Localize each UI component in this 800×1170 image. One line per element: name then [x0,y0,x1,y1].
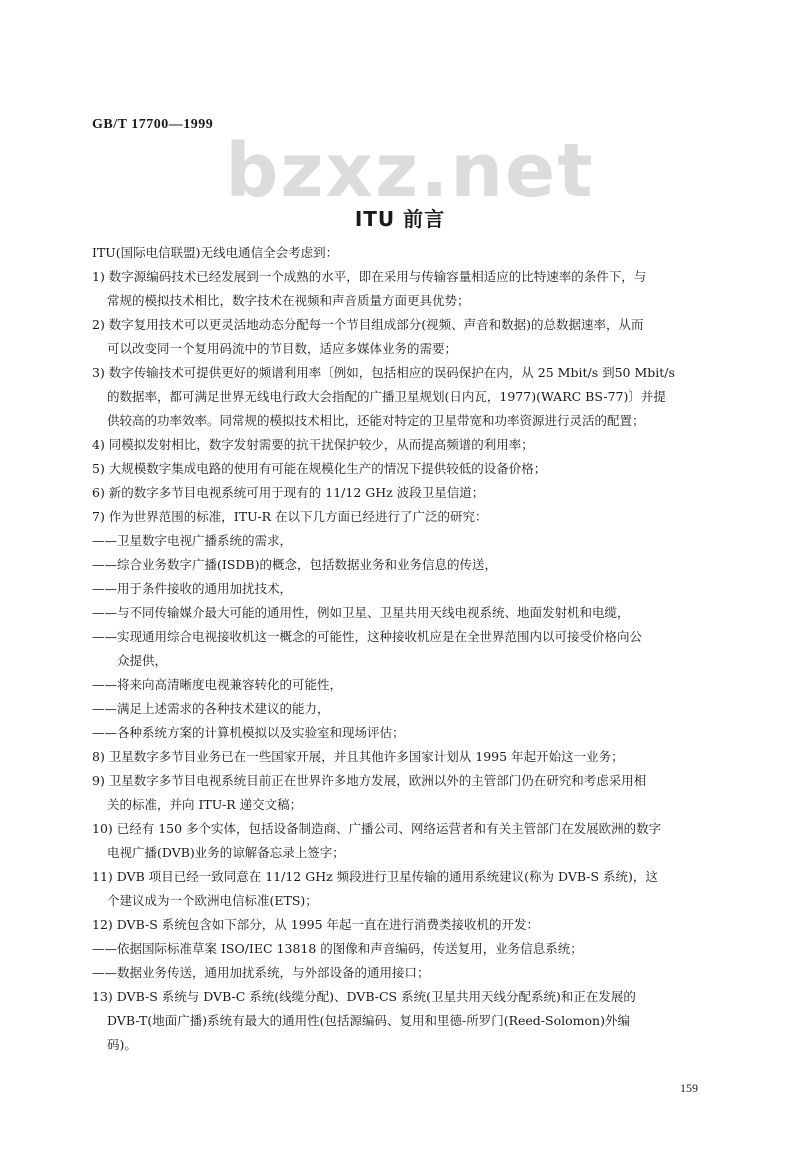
dash-item: ——各种系统方案的计算机模拟以及实验室和现场评估； [92,725,405,740]
page-title: ITU 前言 [354,207,446,231]
dash-item: ——综合业务数字广播(ISDB)的概念，包括数据业务和业务信息的传送， [92,557,497,572]
dash-item: ——依据国际标准草案 ISO/IEC 13818 的图像和声音编码，传送复用，业务信息系统； [92,941,583,956]
list-item-3: 3) 数字传输技术可提供更好的频谱利用率〔例如，包括相应的误码保护在内，从 25 Mbit/s 到50 Mbit/s [92,365,675,380]
list-item-12: 12) DVB-S 系统包含如下部分，从 1995 年起一直在进行消费类接收机的开发： [92,917,540,932]
list-item-3-cont: 的数据率，都可满足世界无线电行政大会指配的广播卫星规划(日内瓦，1977)(WARC BS-77)〕并提 [107,389,666,404]
list-item-11: 11) DVB 项目已经一致同意在 11/12 GHz 频段进行卫星传输的通用系统建议(称为 DVB-S 系统)，这 [92,869,658,884]
list-item-5: 5) 大规模数字集成电路的使用有可能在规模化生产的情况下提供较低的设备价格； [92,461,547,476]
list-item-10: 10) 已经有 150 多个实体，包括设备制造商、广播公司、网络运营者和有关主管部门在发展欧洲的数字 [92,821,662,836]
list-item-1-cont: 常规的模拟技术相比，数字技术在视频和声音质量方面更具优势； [107,293,470,308]
list-item-9: 9) 卫星数字多节目电视系统目前正在世界许多地方发展，欧洲以外的主管部门仍在研究和考虑采用相 [92,773,647,788]
dash-item: ——将来向高清晰度电视兼容转化的可能性， [92,677,343,692]
dash-item: ——数据业务传送，通用加扰系统，与外部设备的通用接口； [92,965,430,980]
list-item-2-cont: 可以改变同一个复用码流中的节目数，适应多媒体业务的需要； [107,341,458,356]
dash-item: ——用于条件接收的通用加扰技术， [92,581,293,596]
list-item-13: 13) DVB-S 系统与 DVB-C 系统(线缆分配)、DVB-CS 系统(卫星共用天线分配系统)和正在发展的 [92,989,636,1004]
list-item-9-cont: 关的标准，并向 ITU-R 递交文稿； [107,797,303,812]
dash-item: ——与不同传输媒介最大可能的通用性，例如卫星、卫星共用天线电视系统、地面发射机和电缆， [92,605,630,620]
list-item-4: 4) 同模拟发射相比，数字发射需要的抗干扰保护较少，从而提高频谱的利用率； [92,437,534,452]
list-item-6: 6) 新的数字多节目电视系统可用于现有的 11/12 GHz 波段卫星信道； [92,485,485,500]
page-number: 159 [680,1081,698,1095]
list-item-13-cont: DVB-T(地面广播)系统有最大的通用性(包括源编码、复用和里德-所罗门(Reed-Solomon)外编 [107,1013,630,1028]
dash-item-cont: 众提供， [117,653,168,668]
body-text [92,241,742,1057]
list-item-1: 1) 数字源编码技术已经发展到一个成熟的水平，即在采用与传输容量相适应的比特速率的条件下，与 [92,269,647,284]
list-item-11-cont: 个建议成为一个欧洲电信标准(ETS)； [107,893,318,908]
dash-item: ——实现通用综合电视接收机这一概念的可能性，这种接收机应是在全世界范围内以可接受价格向公 [92,629,643,644]
list-item-3-cont: 供较高的功率效率。同常规的模拟技术相比，还能对特定的卫星带宽和功率资源进行灵活的配置； [107,413,645,428]
intro-line: ITU(国际电信联盟)无线电通信全会考虑到： [92,245,339,260]
list-item-13-cont: 码)。 [107,1037,137,1052]
list-item-2: 2) 数字复用技术可以更灵活地动态分配每一个节目组成部分(视频、声音和数据)的总数据速率，从而 [92,317,644,332]
list-item-10-cont: 电视广播(DVB)业务的谅解备忘录上签字； [107,845,345,860]
list-item-7: 7) 作为世界范围的标准，ITU-R 在以下几方面已经进行了广泛的研究： [92,509,488,524]
dash-item: ——卫星数字电视广播系统的需求， [92,533,293,548]
standard-code: GB/T 17700—1999 [92,117,214,132]
list-item-8: 8) 卫星数字多节目业务已在一些国家开展，并且其他许多国家计划从 1995 年起开始这一业务； [92,749,624,764]
dash-item: ——满足上述需求的各种技术建议的能力， [92,701,330,716]
watermark: bzxz.net [225,128,595,214]
